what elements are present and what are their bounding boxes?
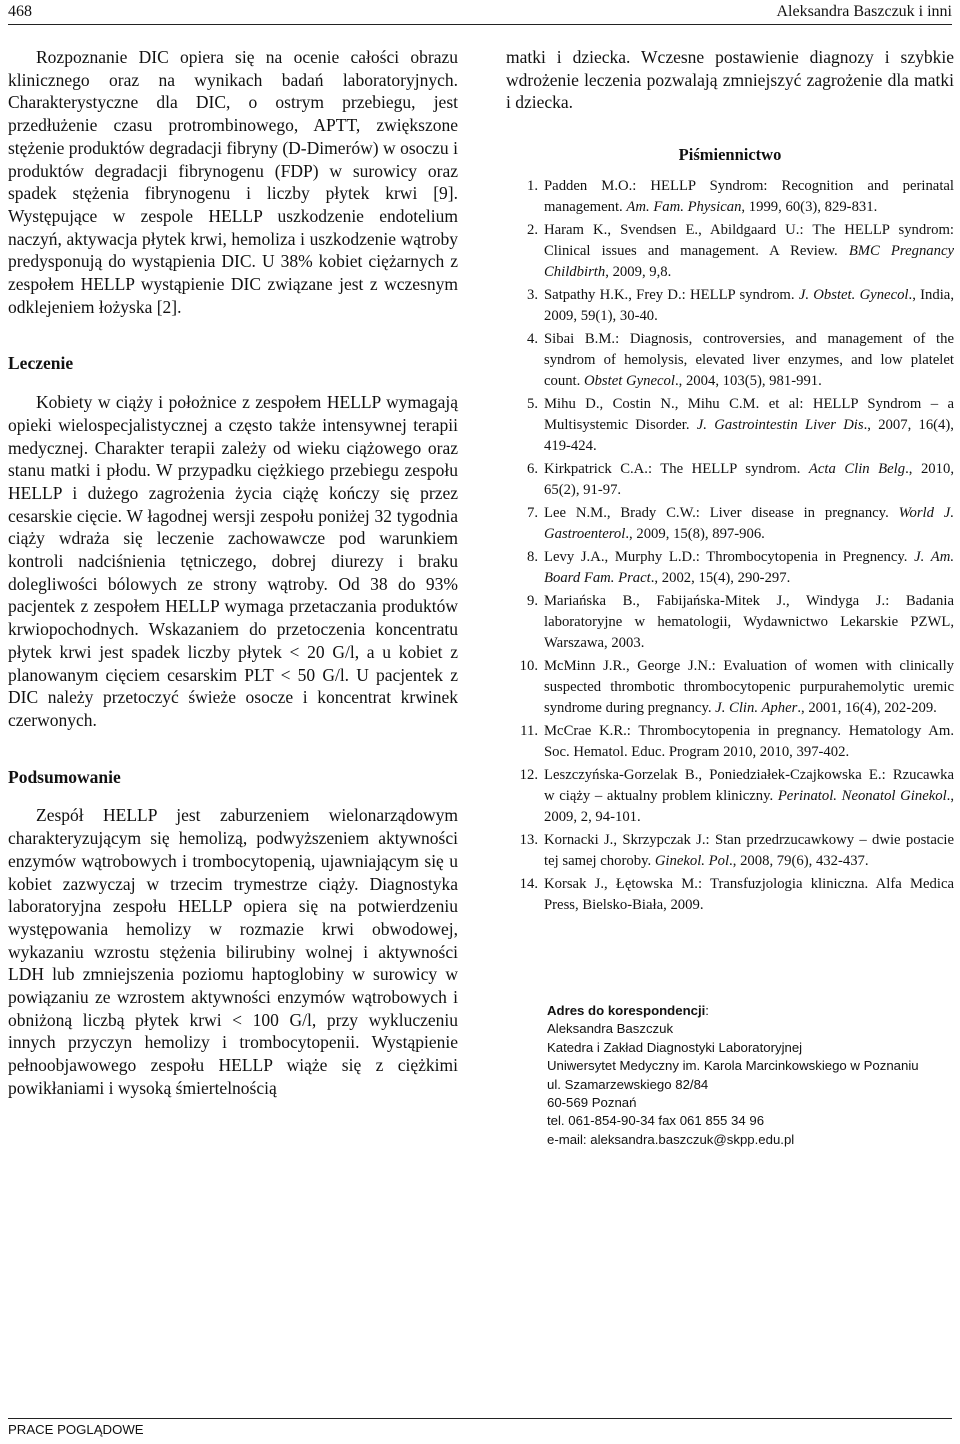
reference-text: Kornacki J., Skrzypczak J.: Stan przedrzucawkowy – dwie postacie tej samej choroby. <box>544 832 954 870</box>
right-column <box>506 46 954 918</box>
reference-journal: BMC Pregnancy Childbirth <box>544 243 955 281</box>
left-column <box>8 46 458 1100</box>
reference-item <box>506 765 954 828</box>
reference-details: ., 2008, 79(6), 432-437. <box>729 853 869 870</box>
reference-journal: Perinatol. Neonatol Ginekol <box>777 788 947 805</box>
reference-text: Satpathy H.K., Frey D.: HELLP syndrom. <box>544 287 799 304</box>
page-footer <box>8 1418 952 1441</box>
reference-journal: J. Am. Board Fam. Pract <box>544 549 954 587</box>
reference-number: 3. <box>526 287 538 304</box>
reference-text: McCrae K.R.: Thrombocytopenia in pregnancy. Hematology Am. Soc. Hematol. Educ. Program 2010, 2010, 397-402. <box>544 723 954 761</box>
reference-text: Leszczyńska-Gorzelak B., Poniedziałek-Czajkowska E.: Rzucawka w ciąży – aktualny problem kliniczny. <box>544 767 954 805</box>
reference-text: Haram K., Svendsen E., Abildgaard U.: The HELLP syndrom: Clinical issues and management. A Review. <box>544 222 954 260</box>
correspondence-email[interactable]: e-mail: aleksandra.baszczuk@skpp.edu.pl <box>547 1131 795 1147</box>
correspondence-univ: Uniwersytet Medyczny im. Karola Marcinkowskiego w Poznaniu <box>547 1058 919 1074</box>
correspondence-phone: tel. 061-854-90-34 fax 061 855 34 96 <box>547 1113 765 1129</box>
correspondence-city: 60-569 Poznań <box>547 1095 637 1111</box>
reference-details: ., 2009, 2, 94-101. <box>544 788 955 826</box>
reference-item <box>506 329 954 392</box>
reference-text: Korsak J., Łętowska M.: Transfuzjologia kliniczna. Alfa Medica Press, Bielsko-Biała, 2009. <box>544 876 954 914</box>
reference-number: 1. <box>526 178 538 195</box>
reference-item <box>506 176 954 218</box>
reference-details: , 1999, 60(3), 829-831. <box>741 199 878 216</box>
reference-number: 4. <box>526 331 538 348</box>
reference-details: ., 2007, 16(4), 419-424. <box>544 417 954 455</box>
paragraph-leczenie: Kobiety w ciąży i położnice z zespołem HELLP wymagają opieki wielospecjalistycznej a często także intensywnej terapii medycznej. Charakter terapii zależy od wieku ciążowego oraz stanu matki i płodu. W przypadku ciężkiego przebiegu zespołu HELLP i dużego zagrożenia życia ciążę kończy się przez cesarskie cięcie. W łagodnej wersji zespołu poniżej 32 tygodnia ciąży wdraża się leczenie zachowawcze pod warunkiem kontroli nadciśnienia tętniczego, dobrej diurezy i braku dolegliwości bólowych ze strony wątroby. Od 38 do 93% pacjentek z zespołem HELLP wymaga przetaczania produktów krwiopochodnych. Wskazaniem do przetoczenia koncentratu płytek krwi jest spadek liczby płytek < 20 G/l, a u kobiet z planowanym cięciem cesarskim PLT < 50 G/l. U pacjentek z DIC należy przetoczyć świeże osocze i koncentrat krwinek czerwonych. <box>8 392 458 730</box>
correspondence-block <box>547 1002 947 1149</box>
reference-text: Lee N.M., Brady C.W.: Liver disease in pregnancy. <box>544 505 899 522</box>
correspondence-colon: : <box>705 1003 709 1018</box>
reference-item <box>506 591 954 654</box>
reference-number: 9. <box>526 593 538 610</box>
reference-number: 2. <box>526 222 538 239</box>
reference-number: 8. <box>526 549 538 566</box>
reference-details: ., 2002, 15(4), 290-297. <box>650 570 791 587</box>
reference-details: , 2009, 9,8. <box>605 264 672 281</box>
reference-item <box>506 394 954 457</box>
reference-item <box>506 656 954 719</box>
correspondence-label: Adres do korespondencji <box>547 1003 706 1018</box>
paragraph-dic: Rozpoznanie DIC opiera się na ocenie całości obrazu klinicznego oraz na wynikach badań laboratoryjnych. Charakterystyczne dla DIC, o ostrym przebiegu, jest przedłużenie czasu protrombinowego, APTT, zwiększone stężenie produktów degradacji fibryny (D-Dimerów) w osoczu i produktów degradacji fibrynogenu (FDP) w surowicy oraz spadek stężenia fibrynogenu i liczby płytek krwi [9]. Występujące w zespole HELLP uszkodzenie endotelium naczyń, aktywacja płytek krwi, hemoliza i uszkodzenie wątroby predysponują do wystąpienia DIC. U 38% kobiet ciężarnych z zespołem HELLP wystąpienie DIC związane jest z wczesnym odklejeniem łożyska [2]. <box>8 47 458 317</box>
reference-item <box>506 503 954 545</box>
paragraph-continued: matki i dziecka. Wczesne postawienie diagnozy i szybkie wdrożenie leczenia pozwalają zmniejszyć zagrożenie dla matki i dziecka. <box>506 47 954 113</box>
page-header <box>8 0 952 25</box>
reference-journal: Am. Fam. Physican <box>626 199 742 216</box>
reference-number: 10. <box>519 658 538 675</box>
reference-journal: World J. Gastroenterol <box>544 505 954 543</box>
reference-details: ., 2009, 15(8), 897-906. <box>625 526 765 543</box>
reference-text: Levy J.A., Murphy L.D.: Thrombocytopenia in Pregnency. <box>544 549 915 566</box>
reference-number: 12. <box>519 767 538 784</box>
reference-text: Mariańska B., Fabijańska-Mitek J., Windyga J.: Badania laboratoryjne w hematologii, Wydawnictwo Lekarskie PZWL, Warszawa, 2003. <box>544 593 954 652</box>
reference-text: Mihu D., Costin N., Mihu C.M. et al: HELLP Syndrom – a Multisystemic Disorder. <box>544 396 954 434</box>
reference-journal: J. Gastrointestin Liver Dis <box>696 417 864 434</box>
reference-number: 6. <box>526 461 538 478</box>
reference-journal: Ginekol. Pol <box>654 853 730 870</box>
footer-section: PRACE POGLĄDOWE <box>8 1422 144 1437</box>
reference-item <box>506 547 954 589</box>
reference-number: 13. <box>519 832 538 849</box>
reference-number: 14. <box>519 876 538 893</box>
reference-number: 7. <box>526 505 538 522</box>
reference-journal: J. Obstet. Gynecol <box>798 287 909 304</box>
reference-item <box>506 874 954 916</box>
reference-text: Kirkpatrick C.A.: The HELLP syndrom. <box>544 461 809 478</box>
reference-details: ., 2001, 16(4), 202-209. <box>797 700 937 717</box>
reference-details: ., 2010, 65(2), 91-97. <box>544 461 955 499</box>
reference-details: ., 2004, 103(5), 981-991. <box>674 373 822 390</box>
reference-item <box>506 459 954 501</box>
correspondence-dept: Katedra i Zakład Diagnostyki Laboratoryjnej <box>547 1039 803 1055</box>
correspondence-street: ul. Szamarzewskiego 82/84 <box>547 1076 709 1092</box>
page-number: 468 <box>8 3 32 20</box>
reference-number: 5. <box>526 396 538 413</box>
correspondence-name: Aleksandra Baszczuk <box>547 1021 674 1037</box>
running-head: Aleksandra Baszczuk i inni <box>776 3 952 20</box>
reference-number: 11. <box>520 723 538 740</box>
reference-item <box>506 721 954 763</box>
references-list <box>506 176 954 916</box>
reference-text: Padden M.O.: HELLP Syndrom: Recognition and perinatal management. <box>544 178 954 216</box>
reference-item <box>506 220 954 283</box>
reference-text: Sibai B.M.: Diagnosis, controversies, and management of the syndrom of hemolysis, elevated liver enzymes, and low platelet count. <box>544 331 954 390</box>
reference-item <box>506 830 954 872</box>
reference-item <box>506 285 954 327</box>
heading-leczenie: Leczenie <box>8 353 74 374</box>
reference-details: ., India, 2009, 59(1), 30-40. <box>544 287 954 325</box>
references-heading: Piśmiennictwo <box>678 145 782 165</box>
heading-podsumowanie: Podsumowanie <box>8 766 121 787</box>
reference-journal: J. Clin. Apher <box>715 700 798 717</box>
reference-text: McMinn J.R., George J.N.: Evaluation of women with clinically suspected thrombotic thrombocytopenic purpurahemolytic uremic syndrome during pregnancy. <box>544 658 954 717</box>
paragraph-podsumowanie: Zespół HELLP jest zaburzeniem wielonarządowym charakteryzującym się hemolizą, podwyższeniem aktywności enzymów wątrobowych i trombocytopenią, ujawniającym się u kobiet zazwyczaj w trzecim trymestrze ciąży. Diagnostyka laboratoryjna zespołu HELLP opiera się na potwierdzeniu występowania hemolizy w rozmazie krwi obwodowej, wykazaniu wzrostu stężenia bilirubiny wolnej i aktywności LDH lub zmniejszenia poziomu haptoglobiny w surowicy w powiązaniu ze wzrostem aktywności enzymów wątrobowych i obniżoną liczbą płytek krwi < 100 G/l, przy wykluczeniu innych przyczyn hemolizy i trombocytopenii. Wystąpienie pełnoobjawowego zespołu HELLP wiąże się z ciężkimi powikłaniami i wysoką śmiertelnością <box>8 805 458 1098</box>
reference-journal: Obstet Gynecol <box>583 373 675 390</box>
reference-journal: Acta Clin Belg <box>808 461 906 478</box>
